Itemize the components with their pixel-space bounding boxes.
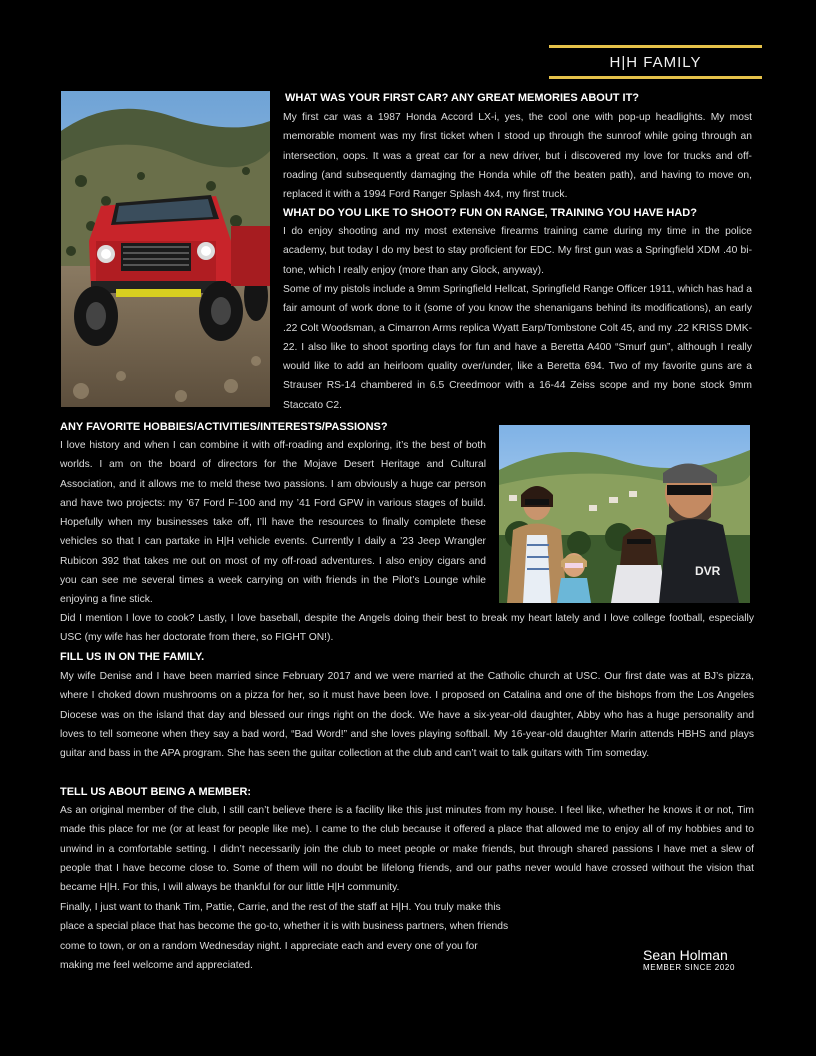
signature-block <box>643 947 763 972</box>
answer-hobbies: I love history and when I can combine it with off-roading and exploring, it’s the best of both worlds. I am on the board of directors for the Mojave Desert Heritage and Cultural Association, and it allows me to meld these two passions. I am obviously a huge car person and have two projects: my ’67 Ford F-100 and my ’41 Ford GPW in various stages of build. Hopefully when my businesses take off, I’ll have the resources to finally complete these vehicles so that I can partake in H|H vehicle events. Currently I daily a ’23 Jeep Wrangler Rubicon 392 that takes me out on most of my off-road adventures. I also enjoy cigars and you can see me several times a week carrying on with friends in the Pilot’s Lounge while enjoying a fine stick. <box>60 440 486 606</box>
section-header <box>549 45 762 79</box>
question-family: FILL US IN ON THE FAMILY. <box>60 651 205 663</box>
answer-first-car: My first car was a 1987 Honda Accord LX-i, yes, the cool one with pop-up headlights. My most memorable moment was my first ticket when I stood up through the sunroof while going through an intersection, oops. It was a great car for a new driver, but i discovered my love for trucks and off-roading (and subsequently damaging the Honda while off the beaten path), and having to move on, replaced it with a 1994 Ford Ranger Splash 4x4, my first truck. <box>283 112 752 201</box>
question-first-car: WHAT WAS YOUR FIRST CAR? ANY GREAT MEMORIES ABOUT IT? <box>285 92 640 104</box>
jeep-illustration <box>61 91 270 407</box>
answer-membership: As an original member of the club, I still can’t believe there is a facility like this just minutes from my house. I feel like, whether he knows it or not, Tim made this place for me (or at least for people like me). I came to the club because it offered a place that allowed me to enjoy all of my hobbies and to unwind in a comfortable setting. I didn’t necessarily join the club to meet people or make friends, but through shared passions I have met a slew of people that I have become close to. Some of them will no doubt be lifelong friends, and our paths never would have crossed without the vision that became H|H. For this, I will always be thankful for our little H|H community. <box>60 805 754 894</box>
answer-hobbies-cont: Did I mention I love to cook? Lastly, I love baseball, despite the Angels doing their best to break my heart lately and I love college football, especially USC (my wife has her doctorate from there, so FIGHT ON!). <box>60 613 754 644</box>
shirt-logo: DVR <box>695 564 721 578</box>
section-title: H|H FAMILY <box>609 53 702 71</box>
answer-family: My wife Denise and I have been married since February 2017 and we were married at the Catholic church at USC. Our first date was at BJ’s pizza, where I choked down mushrooms on a pizza for her, so it must have been love. I proposed on Catalina and one of the bishops from the Los Angeles Diocese was on the island that day and blessed our rings right on the dock. We have a six-year-old daughter, Abby who has a huge personality and loves to tell someone when they say a bad word, “Bad Word!” and she loves playing softball. My 16-year-old daughter Marin attends HBHS and plays guitar and bass in the APA program. She has seen the guitar collection at the club and can’t wait to talk guitars with Tim someday. <box>60 671 754 760</box>
family-photo <box>499 425 750 603</box>
answer-shooting-guns: Some of my pistols include a 9mm Springfield Hellcat, Springfield Range Officer 1911, which has had a fair amount of work done to it (some of you know the shenanigans behind its modifications), an early .22 Colt Woodsman, a Cimarron Arms replica Wyatt Earp/Tombstone Colt 45, and my .22 KRISS DMK-22. I also like to shoot sporting clays for fun and have a Beretta A400 “Smurf gun”, although I really would like to add an heirloom quality over/under, like a Beretta 694. Two of my favorite guns are a Strauser RS-14 chambered in 6.5 Creedmoor with a 16-44 Zeiss scope and my bone stock 9mm Staccato C2. <box>283 284 752 411</box>
question-hobbies: ANY FAVORITE HOBBIES/ACTIVITIES/INTERESTS/PASSIONS? <box>60 421 388 433</box>
answer-shooting-intro: I do enjoy shooting and my most extensive firearms training came during my time in the police academy, but today I do my best to stay proficient for EDC. My first gun was a Springfield XDM .40 bi-tone, which I really enjoy (more than any Glock, anyway). <box>283 226 752 276</box>
family-illustration <box>499 425 750 603</box>
member-since: MEMBER SINCE 2020 <box>643 963 736 972</box>
answer-membership-thanks: Finally, I just want to thank Tim, Pattie, Carrie, and the rest of the staff at H|H. You truly make this place a special place that has become the go-to, whether it is with business partners, when friends come to town, or on a random Wednesday night. I appreciate each and every one of you for making me feel welcome and appreciated. <box>60 902 509 971</box>
jeep-photo <box>61 91 270 407</box>
question-membership: TELL US ABOUT BEING A MEMBER: <box>60 786 252 798</box>
member-name: Sean Holman <box>643 947 728 963</box>
question-shooting: WHAT DO YOU LIKE TO SHOOT? FUN ON RANGE, TRAINING YOU HAVE HAD? <box>283 207 697 219</box>
